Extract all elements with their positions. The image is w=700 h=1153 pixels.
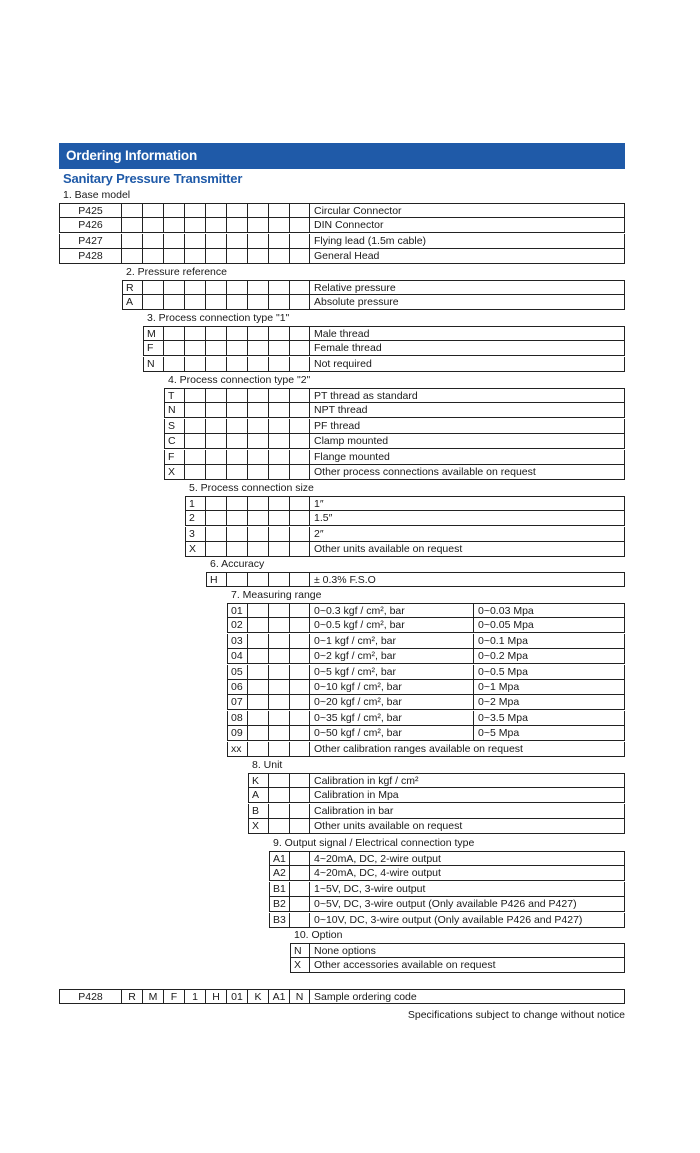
empty-cell: [164, 234, 185, 249]
option-description-mpa: 0~0.03 Mpa: [474, 603, 625, 618]
empty-cell: [269, 403, 290, 418]
option-description: Other units available on request: [310, 542, 625, 557]
section-label: 9. Output signal / Electrical connection type: [273, 837, 475, 849]
empty-cell: [206, 527, 227, 542]
empty-cell: [290, 434, 310, 449]
empty-cell: [290, 695, 310, 710]
empty-cell: [269, 450, 290, 465]
empty-cell: [248, 496, 269, 511]
empty-cell: [269, 388, 290, 403]
empty-cell: [290, 218, 310, 233]
empty-cell: [227, 341, 248, 356]
empty-cell: [206, 280, 227, 295]
empty-cell: [290, 603, 310, 618]
empty-cell: [185, 203, 206, 218]
footer-note: Specifications subject to change without notice: [407, 1009, 625, 1021]
empty-cell: [290, 280, 310, 295]
option-code: R: [122, 280, 143, 295]
empty-cell: [248, 388, 269, 403]
empty-cell: [269, 434, 290, 449]
option-code: T: [164, 388, 185, 403]
empty-cell: [143, 295, 164, 310]
empty-cell: [185, 450, 206, 465]
sample-code-cell: 1: [185, 989, 206, 1004]
option-description: 0~5 kgf / cm², bar: [310, 665, 474, 680]
option-description: PF thread: [310, 419, 625, 434]
empty-cell: [248, 450, 269, 465]
option-code: F: [164, 450, 185, 465]
empty-cell: [185, 357, 206, 372]
option-description: 0~0.3 kgf / cm², bar: [310, 603, 474, 618]
option-description: Other units available on request: [310, 819, 625, 834]
section-header: [59, 143, 625, 169]
empty-cell: [248, 249, 269, 264]
empty-cell: [290, 882, 310, 897]
empty-cell: [143, 218, 164, 233]
empty-cell: [269, 249, 290, 264]
empty-cell: [290, 649, 310, 664]
empty-cell: [269, 819, 290, 834]
empty-cell: [290, 726, 310, 741]
empty-cell: [206, 419, 227, 434]
empty-cell: [290, 542, 310, 557]
option-code: B2: [269, 897, 290, 912]
empty-cell: [185, 403, 206, 418]
empty-cell: [269, 726, 290, 741]
section-label: 8. Unit: [252, 759, 283, 771]
section-label: 2. Pressure reference: [126, 266, 227, 278]
option-code: A2: [269, 866, 290, 881]
empty-cell: [185, 326, 206, 341]
option-code: 05: [227, 665, 248, 680]
empty-cell: [164, 280, 185, 295]
sample-code-cell: N: [290, 989, 310, 1004]
empty-cell: [185, 295, 206, 310]
option-code: S: [164, 419, 185, 434]
empty-cell: [269, 680, 290, 695]
option-description-mpa: 0~0.1 Mpa: [474, 634, 625, 649]
option-code: 09: [227, 726, 248, 741]
empty-cell: [227, 434, 248, 449]
empty-cell: [248, 234, 269, 249]
empty-cell: [164, 218, 185, 233]
option-description: Calibration in bar: [310, 804, 625, 819]
empty-cell: [269, 419, 290, 434]
empty-cell: [185, 280, 206, 295]
option-description: 0~50 kgf / cm², bar: [310, 726, 474, 741]
empty-cell: [248, 649, 269, 664]
empty-cell: [290, 496, 310, 511]
option-description: Flange mounted: [310, 450, 625, 465]
option-description: DIN Connector: [310, 218, 625, 233]
option-code: A: [122, 295, 143, 310]
option-description: Flying lead (1.5m cable): [310, 234, 625, 249]
option-code: 07: [227, 695, 248, 710]
empty-cell: [290, 680, 310, 695]
option-code: K: [248, 773, 269, 788]
option-code: 1: [185, 496, 206, 511]
option-description-mpa: 0~1 Mpa: [474, 680, 625, 695]
option-description-mpa: 0~2 Mpa: [474, 695, 625, 710]
empty-cell: [227, 203, 248, 218]
empty-cell: [269, 295, 290, 310]
option-code: 2: [185, 511, 206, 526]
empty-cell: [122, 249, 143, 264]
empty-cell: [290, 341, 310, 356]
empty-cell: [206, 295, 227, 310]
sample-code-cell: M: [143, 989, 164, 1004]
option-description: Absolute pressure: [310, 295, 625, 310]
empty-cell: [269, 496, 290, 511]
option-code: X: [290, 958, 310, 973]
option-code: B: [248, 804, 269, 819]
empty-cell: [248, 634, 269, 649]
empty-cell: [290, 511, 310, 526]
option-code: 03: [227, 634, 248, 649]
section-label: 4. Process connection type "2": [168, 374, 311, 386]
option-code: M: [143, 326, 164, 341]
empty-cell: [248, 695, 269, 710]
empty-cell: [290, 618, 310, 633]
option-code: P427: [59, 234, 122, 249]
product-subtitle: Sanitary Pressure Transmitter: [63, 171, 243, 186]
empty-cell: [269, 603, 290, 618]
empty-cell: [269, 527, 290, 542]
empty-cell: [248, 295, 269, 310]
empty-cell: [290, 326, 310, 341]
option-description: 0~0.5 kgf / cm², bar: [310, 618, 474, 633]
empty-cell: [269, 465, 290, 480]
empty-cell: [227, 249, 248, 264]
empty-cell: [248, 403, 269, 418]
option-description: 1″: [310, 496, 625, 511]
option-description: 1.5″: [310, 511, 625, 526]
empty-cell: [206, 326, 227, 341]
empty-cell: [269, 357, 290, 372]
option-description: 4~20mA, DC, 2-wire output: [310, 851, 625, 866]
sample-code-cell: 01: [227, 989, 248, 1004]
section-label: 5. Process connection size: [189, 482, 314, 494]
sample-code-cell: K: [248, 989, 269, 1004]
option-description: 1~5V, DC, 3-wire output: [310, 882, 625, 897]
option-description: Clamp mounted: [310, 434, 625, 449]
option-code: F: [143, 341, 164, 356]
option-description-mpa: 0~0.05 Mpa: [474, 618, 625, 633]
empty-cell: [248, 434, 269, 449]
option-description: NPT thread: [310, 403, 625, 418]
sample-code-cell: H: [206, 989, 227, 1004]
section-label: 7. Measuring range: [231, 589, 322, 601]
empty-cell: [227, 527, 248, 542]
empty-cell: [122, 203, 143, 218]
empty-cell: [290, 357, 310, 372]
empty-cell: [206, 496, 227, 511]
option-description: Other accessories available on request: [310, 958, 625, 973]
option-description: Calibration in Mpa: [310, 788, 625, 803]
empty-cell: [290, 295, 310, 310]
empty-cell: [248, 572, 269, 587]
empty-cell: [227, 280, 248, 295]
empty-cell: [290, 388, 310, 403]
empty-cell: [269, 326, 290, 341]
option-code: 3: [185, 527, 206, 542]
empty-cell: [206, 341, 227, 356]
empty-cell: [269, 773, 290, 788]
option-code: H: [206, 572, 227, 587]
empty-cell: [290, 773, 310, 788]
empty-cell: [269, 234, 290, 249]
option-description: General Head: [310, 249, 625, 264]
option-description: 0~10V, DC, 3-wire output (Only available P426 and P427): [310, 913, 625, 928]
empty-cell: [143, 203, 164, 218]
option-code: C: [164, 434, 185, 449]
empty-cell: [290, 419, 310, 434]
option-code: N: [164, 403, 185, 418]
empty-cell: [227, 295, 248, 310]
empty-cell: [248, 726, 269, 741]
option-description: 0~20 kgf / cm², bar: [310, 695, 474, 710]
empty-cell: [122, 234, 143, 249]
empty-cell: [269, 542, 290, 557]
empty-cell: [248, 603, 269, 618]
option-description: PT thread as standard: [310, 388, 625, 403]
empty-cell: [143, 234, 164, 249]
empty-cell: [227, 496, 248, 511]
empty-cell: [269, 711, 290, 726]
empty-cell: [185, 341, 206, 356]
empty-cell: [227, 542, 248, 557]
option-code: X: [164, 465, 185, 480]
option-description: ± 0.3% F.S.O: [310, 572, 625, 587]
option-code: A: [248, 788, 269, 803]
empty-cell: [248, 280, 269, 295]
empty-cell: [290, 465, 310, 480]
option-description: Not required: [310, 357, 625, 372]
option-description: None options: [310, 943, 625, 958]
empty-cell: [227, 234, 248, 249]
option-code: P426: [59, 218, 122, 233]
empty-cell: [248, 465, 269, 480]
empty-cell: [248, 527, 269, 542]
empty-cell: [290, 711, 310, 726]
section-label: 10. Option: [294, 929, 343, 941]
option-code: 08: [227, 711, 248, 726]
option-code: 02: [227, 618, 248, 633]
option-description: 0~10 kgf / cm², bar: [310, 680, 474, 695]
empty-cell: [227, 388, 248, 403]
option-description: 0~5V, DC, 3-wire output (Only available P426 and P427): [310, 897, 625, 912]
empty-cell: [185, 434, 206, 449]
empty-cell: [290, 234, 310, 249]
empty-cell: [248, 618, 269, 633]
option-description: Other calibration ranges available on request: [310, 742, 625, 757]
option-description-mpa: 0~0.5 Mpa: [474, 665, 625, 680]
empty-cell: [206, 357, 227, 372]
empty-cell: [227, 419, 248, 434]
sample-code-cell: R: [122, 989, 143, 1004]
section-title: Ordering Information: [66, 148, 198, 163]
empty-cell: [290, 913, 310, 928]
empty-cell: [269, 695, 290, 710]
empty-cell: [227, 450, 248, 465]
empty-cell: [164, 326, 185, 341]
empty-cell: [185, 249, 206, 264]
section-label: 1. Base model: [63, 189, 131, 201]
empty-cell: [206, 203, 227, 218]
empty-cell: [290, 819, 310, 834]
empty-cell: [164, 357, 185, 372]
empty-cell: [164, 203, 185, 218]
empty-cell: [269, 742, 290, 757]
empty-cell: [227, 403, 248, 418]
empty-cell: [248, 203, 269, 218]
option-description: 2″: [310, 527, 625, 542]
sample-code-cell: P428: [59, 989, 122, 1004]
option-code: X: [185, 542, 206, 557]
empty-cell: [185, 465, 206, 480]
empty-cell: [206, 403, 227, 418]
empty-cell: [227, 357, 248, 372]
empty-cell: [248, 218, 269, 233]
empty-cell: [269, 341, 290, 356]
empty-cell: [185, 218, 206, 233]
empty-cell: [290, 804, 310, 819]
empty-cell: [269, 634, 290, 649]
empty-cell: [227, 572, 248, 587]
empty-cell: [290, 634, 310, 649]
option-code: P428: [59, 249, 122, 264]
empty-cell: [122, 218, 143, 233]
empty-cell: [206, 511, 227, 526]
option-description-mpa: 0~0.2 Mpa: [474, 649, 625, 664]
option-code: A1: [269, 851, 290, 866]
empty-cell: [206, 434, 227, 449]
empty-cell: [269, 280, 290, 295]
empty-cell: [248, 711, 269, 726]
option-code: 01: [227, 603, 248, 618]
sample-code-cell: A1: [269, 989, 290, 1004]
empty-cell: [248, 419, 269, 434]
option-code: X: [248, 819, 269, 834]
option-description: 4~20mA, DC, 4-wire output: [310, 866, 625, 881]
empty-cell: [248, 357, 269, 372]
option-description: Relative pressure: [310, 280, 625, 295]
sample-description: Sample ordering code: [310, 989, 625, 1004]
empty-cell: [269, 804, 290, 819]
empty-cell: [269, 788, 290, 803]
empty-cell: [248, 542, 269, 557]
sample-code-cell: F: [164, 989, 185, 1004]
empty-cell: [143, 249, 164, 264]
empty-cell: [143, 280, 164, 295]
empty-cell: [290, 572, 310, 587]
empty-cell: [290, 897, 310, 912]
empty-cell: [290, 527, 310, 542]
empty-cell: [290, 203, 310, 218]
empty-cell: [185, 388, 206, 403]
empty-cell: [290, 403, 310, 418]
option-code: xx: [227, 742, 248, 757]
empty-cell: [248, 511, 269, 526]
option-code: 04: [227, 649, 248, 664]
empty-cell: [206, 542, 227, 557]
option-code: B1: [269, 882, 290, 897]
empty-cell: [248, 341, 269, 356]
empty-cell: [269, 665, 290, 680]
option-code: B3: [269, 913, 290, 928]
empty-cell: [269, 572, 290, 587]
empty-cell: [269, 203, 290, 218]
option-description: Circular Connector: [310, 203, 625, 218]
empty-cell: [269, 649, 290, 664]
empty-cell: [290, 450, 310, 465]
option-description: Female thread: [310, 341, 625, 356]
empty-cell: [164, 341, 185, 356]
option-description: Calibration in kgf / cm²: [310, 773, 625, 788]
empty-cell: [269, 218, 290, 233]
empty-cell: [290, 742, 310, 757]
empty-cell: [290, 788, 310, 803]
empty-cell: [227, 465, 248, 480]
empty-cell: [248, 742, 269, 757]
empty-cell: [206, 218, 227, 233]
option-code: N: [143, 357, 164, 372]
section-label: 3. Process connection type "1": [147, 312, 290, 324]
empty-cell: [206, 465, 227, 480]
empty-cell: [227, 326, 248, 341]
option-description: Other process connections available on request: [310, 465, 625, 480]
empty-cell: [290, 851, 310, 866]
empty-cell: [206, 234, 227, 249]
option-description: 0~1 kgf / cm², bar: [310, 634, 474, 649]
empty-cell: [227, 511, 248, 526]
empty-cell: [290, 249, 310, 264]
empty-cell: [185, 419, 206, 434]
empty-cell: [290, 665, 310, 680]
empty-cell: [248, 680, 269, 695]
option-description-mpa: 0~3.5 Mpa: [474, 711, 625, 726]
option-code: 06: [227, 680, 248, 695]
empty-cell: [206, 450, 227, 465]
option-description: Male thread: [310, 326, 625, 341]
section-label: 6. Accuracy: [210, 558, 265, 570]
empty-cell: [206, 249, 227, 264]
empty-cell: [269, 511, 290, 526]
empty-cell: [248, 326, 269, 341]
empty-cell: [185, 234, 206, 249]
empty-cell: [227, 218, 248, 233]
empty-cell: [290, 866, 310, 881]
empty-cell: [269, 618, 290, 633]
empty-cell: [248, 665, 269, 680]
option-description: 0~2 kgf / cm², bar: [310, 649, 474, 664]
option-code: P425: [59, 203, 122, 218]
option-code: N: [290, 943, 310, 958]
option-description-mpa: 0~5 Mpa: [474, 726, 625, 741]
empty-cell: [164, 295, 185, 310]
empty-cell: [206, 388, 227, 403]
empty-cell: [164, 249, 185, 264]
option-description: 0~35 kgf / cm², bar: [310, 711, 474, 726]
